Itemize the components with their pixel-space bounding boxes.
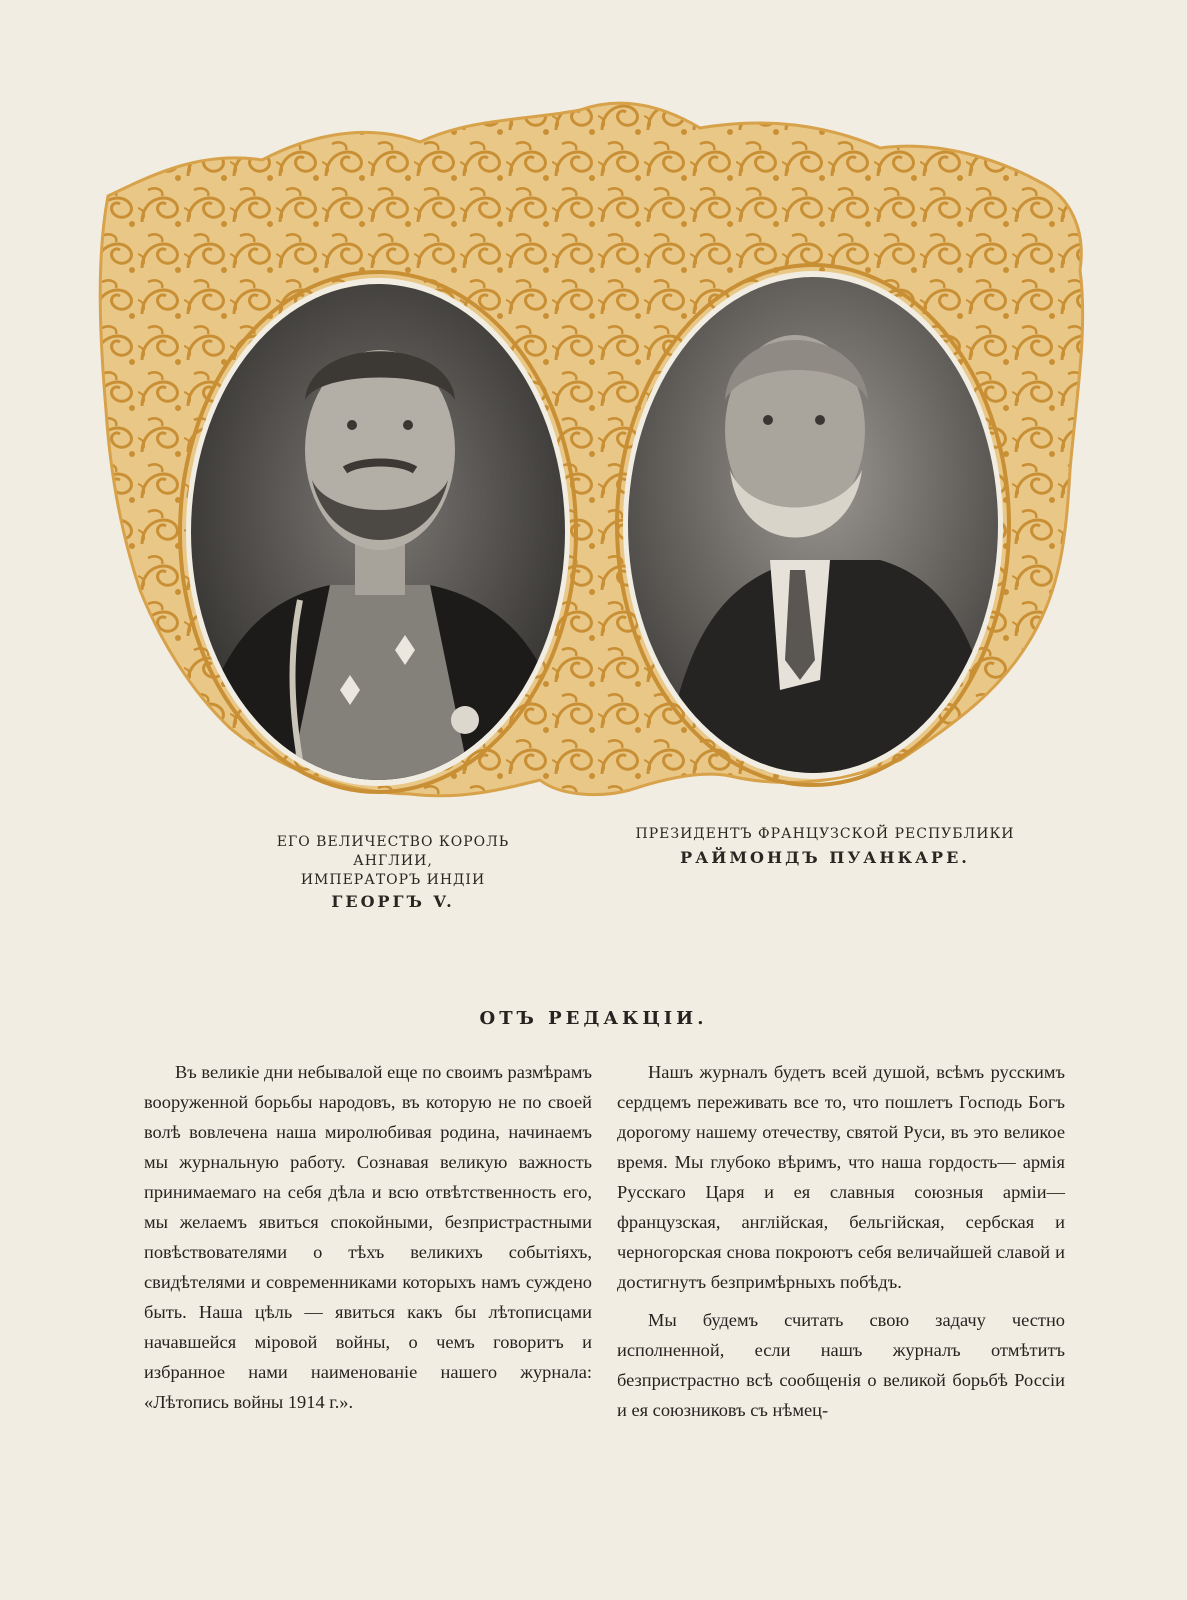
article-paragraph: Въ великіе дни небывалой еще по своимъ размѣрамъ вооруженной борьбы народовъ, въ которую не по своей волѣ вовлечена наша миролюбивая родина, начинаемъ мы журнальную работу. Сознавая великую важность принимаемаго на себя дѣла и всю отвѣтственность его, мы желаемъ явиться спокойными, безпристрастными повѣствователями о тѣхъ великихъ событіяхъ, свидѣтелями и современниками которыхъ намъ суждено быть. Наша цѣль — явиться какъ бы лѣтописцами начавшейся міровой войны, о чемъ говоритъ и избранное нами наименованіе нашего журнала: «Лѣтопись войны 1914 г.». [144,1062,592,1412]
article-column-right [617,1057,1065,1433]
editorial-heading: ОТЪ РЕДАКЦІИ. [479,1008,708,1029]
caption-name: РАЙМОНДЪ ПУАНКАРЕ. [680,847,970,867]
article-paragraph: Нашъ журналъ будетъ всей душой, всѣмъ русскимъ сердцемъ переживать все то, что пошлетъ Господь Богъ дорогому нашему отечеству, святой Руси, въ это великое время. Мы глубоко вѣримъ, что наша гордость— армія Русскаго Царя и ея славныя союзныя арміи—французская, англійская, бельгійская, сербская и черногорская снова покроютъ себя величайшей славой и достигнутъ безпримѣрныхъ побѣдъ. [617,1062,1065,1292]
caption-title-line1: ЕГО ВЕЛИЧЕСТВО КОРОЛЬ АНГЛИИ, [276,834,510,869]
caption-poincare [630,825,1020,868]
article-column-left [144,1057,592,1425]
caption-king-george [238,833,548,912]
caption-title-line2: ИМПЕРАТОРЪ ИНДІИ [300,871,486,888]
caption-name: ГЕОРГЪ V. [331,891,455,911]
caption-title-line1: ПРЕЗИДЕНТЪ ФРАНЦУЗСКОЙ РЕСПУБЛИКИ [635,826,1015,842]
article-paragraph: Мы будемъ считать свою задачу честно исполненной, если нашъ журналъ отмѣтитъ безпристрастно всѣ сообщенія о великой борьбѣ Россіи и ея союзниковъ съ нѣмец- [617,1310,1065,1420]
